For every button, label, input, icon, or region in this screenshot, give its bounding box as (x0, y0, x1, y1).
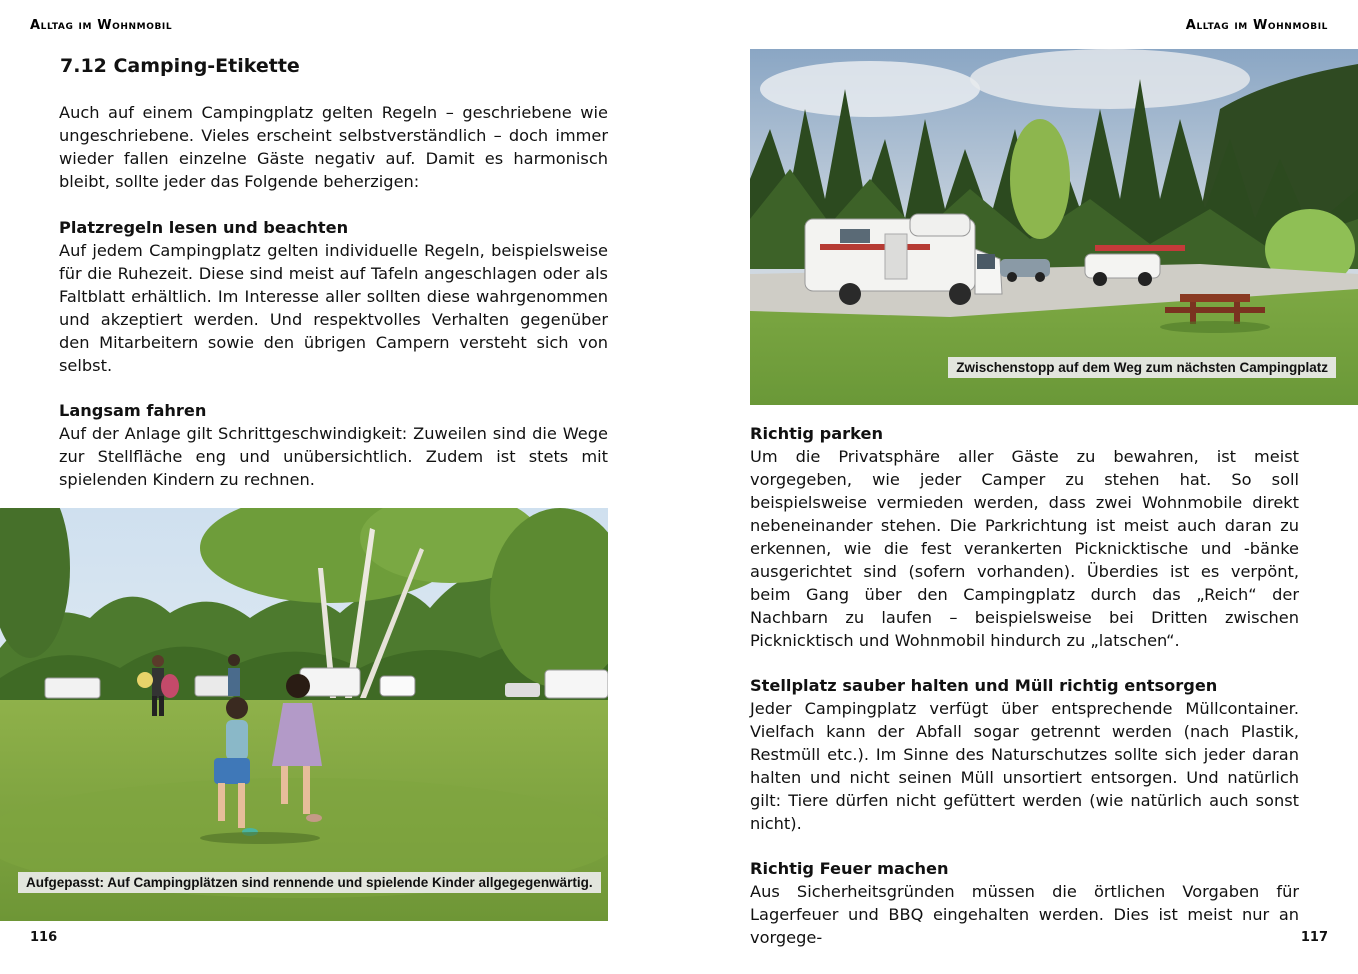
intro-text: Auch auf einem Campingplatz gelten Regeln – geschriebene wie ungeschriebene. Vieles erscheint selbstverständlich – doch immer wieder fallen einzelne Gäste negativ auf. Damit es harmonisch bleibt, sollte jeder das Folgende beherzigen: (59, 103, 608, 191)
page-number: 116 (30, 930, 58, 945)
section-richtig-parken (750, 422, 1299, 652)
section-body: Aus Sicherheitsgründen müssen die örtlichen Vorgaben für Lagerfeuer und BBQ eingehalten werden. Dies ist meist nur an vorgege- (750, 882, 1299, 947)
section-heading: Platzregeln lesen und beachten (59, 218, 349, 237)
section-body: Jeder Campingplatz verfügt über entsprechende Müllcontainer. Vielfach kann der Abfall sogar getrennt werden (nach Plastik, Restmüll etc.). Im Sinne des Naturschutzes sollte sich jeder daran halten und nicht seinen Müll unsortiert entsorgen. Und natürlich gilt: Tiere dürfen nicht gefüttert werden (wie natürlich auch sonst nicht). (750, 699, 1299, 833)
section-stellplatz-sauber (750, 674, 1299, 835)
section-body: Auf der Anlage gilt Schrittgeschwindigkeit: Zuweilen sind die Wege zur Stellfläche eng und unübersichtlich. Zudem ist stets mit spielenden Kindern zu rechnen. (59, 424, 608, 489)
rv-forest-illustration (750, 49, 1358, 405)
section-body: Auf jedem Campingplatz gelten individuelle Regeln, beispielsweise für die Ruhezeit. Diese sind meist auf Tafeln angeschlagen oder als Faltblatt erhältlich. Im Interesse aller sollten diese wahrgenommen und akzeptiert werden. Und respektvolles Verhalten gegenüber den Mitarbeitern sowie den übrigen Campern versteht sich von selbst. (59, 241, 608, 375)
photo-rv-stopover (750, 49, 1358, 405)
section-langsam-fahren (59, 399, 608, 491)
right-page (679, 0, 1358, 974)
children-campground-illustration (0, 508, 608, 921)
photo-children-playing (0, 508, 608, 921)
section-heading: Richtig parken (750, 424, 883, 443)
intro-paragraph (59, 101, 608, 193)
photo-caption: Zwischenstopp auf dem Weg zum nächsten Campingplatz (948, 357, 1336, 378)
section-body: Um die Privatsphäre aller Gäste zu bewahren, ist meist vorgegeben, wie jeder Camper zu stehen hat. So soll beispielsweise vermieden werden, dass zwei Wohnmobile direkt nebeneinander stehen. Die Parkrichtung ist meist auch daran zu erkennen, wie die fest verankerten Picknicktische und -bänke ausgerichtet sind (sofern vorhanden). Überdies ist es verpönt, beim Gang über den Campingplatz durch das „Reich“ der Nachbarn zu laufen – beispielsweise bei Dritten zwischen Picknicktisch und Wohnmobil hindurch zu „latschen“. (750, 447, 1299, 650)
photo-caption: Aufgepasst: Auf Campingplätzen sind rennende und spielende Kinder allgegegenwärtig. (18, 872, 601, 893)
running-head: Alltag im Wohnmobil (30, 18, 173, 33)
section-heading: Stellplatz sauber halten und Müll richtig entsorgen (750, 676, 1218, 695)
section-heading: Langsam fahren (59, 401, 207, 420)
page-number: 117 (1300, 930, 1328, 945)
section-title: 7.12 Camping-Etikette (60, 55, 300, 77)
section-heading: Richtig Feuer machen (750, 859, 949, 878)
section-platzregeln (59, 216, 608, 377)
section-richtig-feuer (750, 857, 1299, 949)
running-head: Alltag im Wohnmobil (1185, 18, 1328, 33)
